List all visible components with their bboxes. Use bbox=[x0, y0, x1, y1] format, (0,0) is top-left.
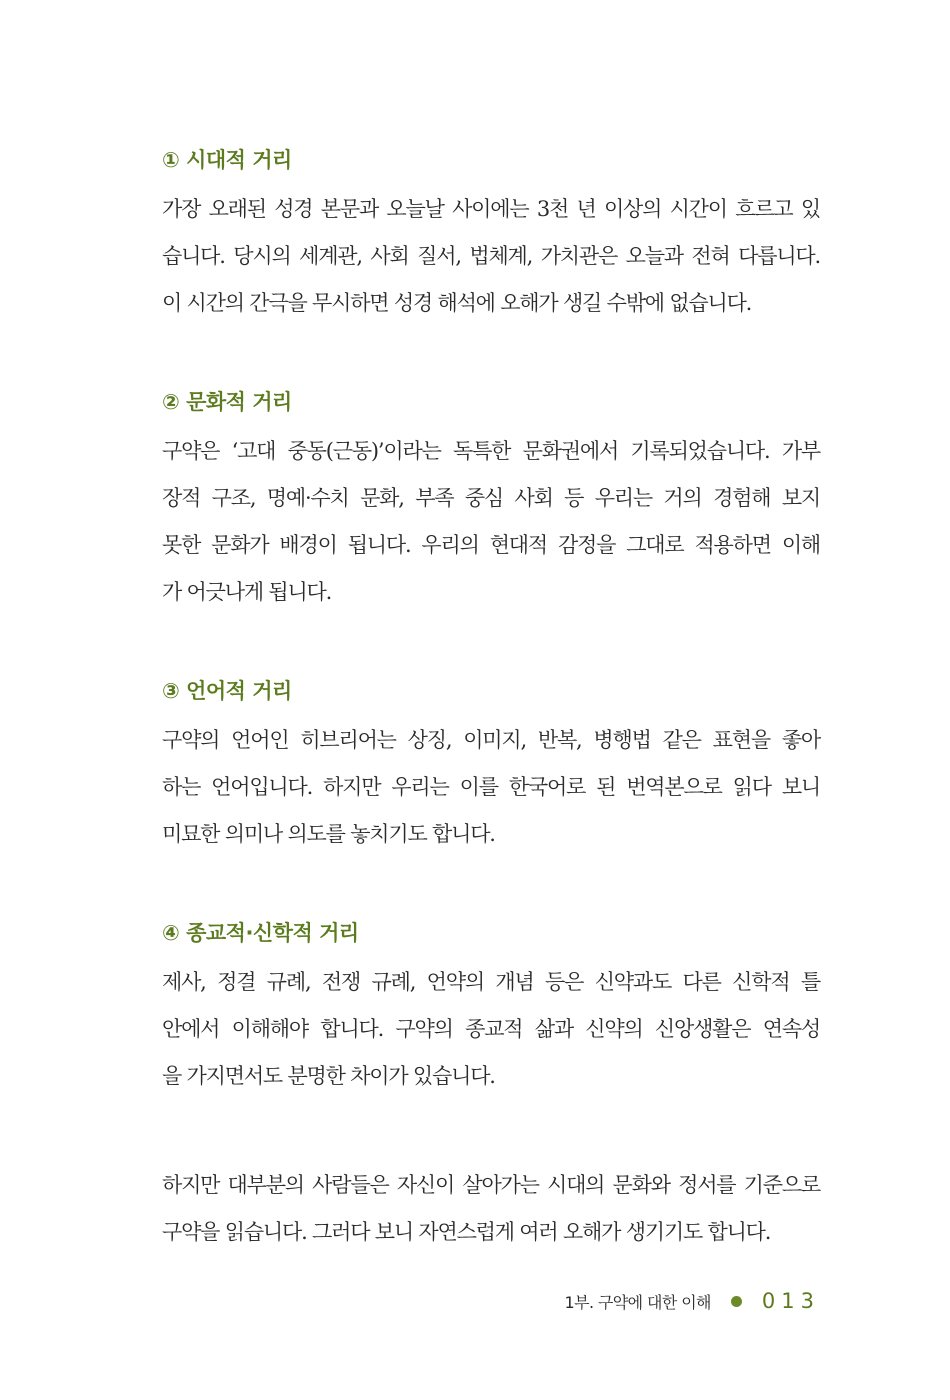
section-heading: ① 시대적 거리 bbox=[162, 148, 292, 172]
page-footer bbox=[565, 1286, 820, 1316]
section-heading: ③ 언어적 거리 bbox=[162, 679, 292, 703]
paragraph-line: 못한 문화가 배경이 됩니다. 우리의 현대적 감정을 그대로 적용하면 이해 bbox=[162, 533, 820, 557]
section-temporal-distance bbox=[162, 140, 820, 327]
section-cultural-distance bbox=[162, 382, 820, 616]
page-number: 013 bbox=[761, 1289, 820, 1313]
body-content bbox=[162, 140, 820, 1256]
paragraph-line: 하는 언어입니다. 하지만 우리는 이를 한국어로 된 번역본으로 읽다 보니 bbox=[162, 775, 820, 799]
paragraph-line: 을 가지면서도 분명한 차이가 있습니다. bbox=[162, 1064, 495, 1088]
paragraph-line: 제사, 정결 규례, 전쟁 규례, 언약의 개념 등은 신약과도 다른 신학적 틀 bbox=[162, 970, 820, 994]
bullet-dot-icon bbox=[731, 1296, 742, 1307]
paragraph-line: 가 어긋나게 됩니다. bbox=[162, 580, 332, 604]
section-heading: ② 문화적 거리 bbox=[162, 390, 292, 414]
section-linguistic-distance bbox=[162, 671, 820, 858]
paragraph-line: 장적 구조, 명예·수치 문화, 부족 중심 사회 등 우리는 거의 경험해 보지 bbox=[162, 486, 820, 510]
paragraph-line: 가장 오래된 성경 본문과 오늘날 사이에는 3천 년 이상의 시간이 흐르고 있 bbox=[162, 197, 820, 221]
paragraph-line: 하지만 대부분의 사람들은 자신이 살아가는 시대의 문화와 정서를 기준으로 bbox=[162, 1173, 820, 1197]
paragraph-line: 구약을 읽습니다. 그러다 보니 자연스럽게 여러 오해가 생기기도 합니다. bbox=[162, 1220, 771, 1244]
section-paragraph bbox=[162, 428, 820, 616]
section-paragraph bbox=[162, 959, 820, 1100]
paragraph-line: 습니다. 당시의 세계관, 사회 질서, 법체계, 가치관은 오늘과 전혀 다릅니다. bbox=[162, 244, 820, 268]
section-heading: ④ 종교적·신학적 거리 bbox=[162, 921, 359, 945]
section-religious-theological-distance bbox=[162, 913, 820, 1100]
paragraph-line: 안에서 이해해야 합니다. 구약의 종교적 삶과 신약의 신앙생활은 연속성 bbox=[162, 1017, 820, 1041]
section-paragraph bbox=[162, 717, 820, 858]
chapter-title: 1부. 구약에 대한 이해 bbox=[564, 1292, 711, 1312]
paragraph-line: 구약은 ‘고대 중동(근동)’이라는 독특한 문화권에서 기록되었습니다. 가부 bbox=[162, 439, 820, 463]
section-paragraph bbox=[162, 186, 820, 327]
paragraph-line: 미묘한 의미나 의도를 놓치기도 합니다. bbox=[162, 822, 495, 846]
paragraph-line: 구약의 언어인 히브리어는 상징, 이미지, 반복, 병행법 같은 표현을 좋아 bbox=[162, 728, 820, 752]
paragraph-line: 이 시간의 간극을 무시하면 성경 해석에 오해가 생길 수밖에 없습니다. bbox=[162, 291, 752, 315]
closing-paragraph bbox=[162, 1162, 820, 1256]
